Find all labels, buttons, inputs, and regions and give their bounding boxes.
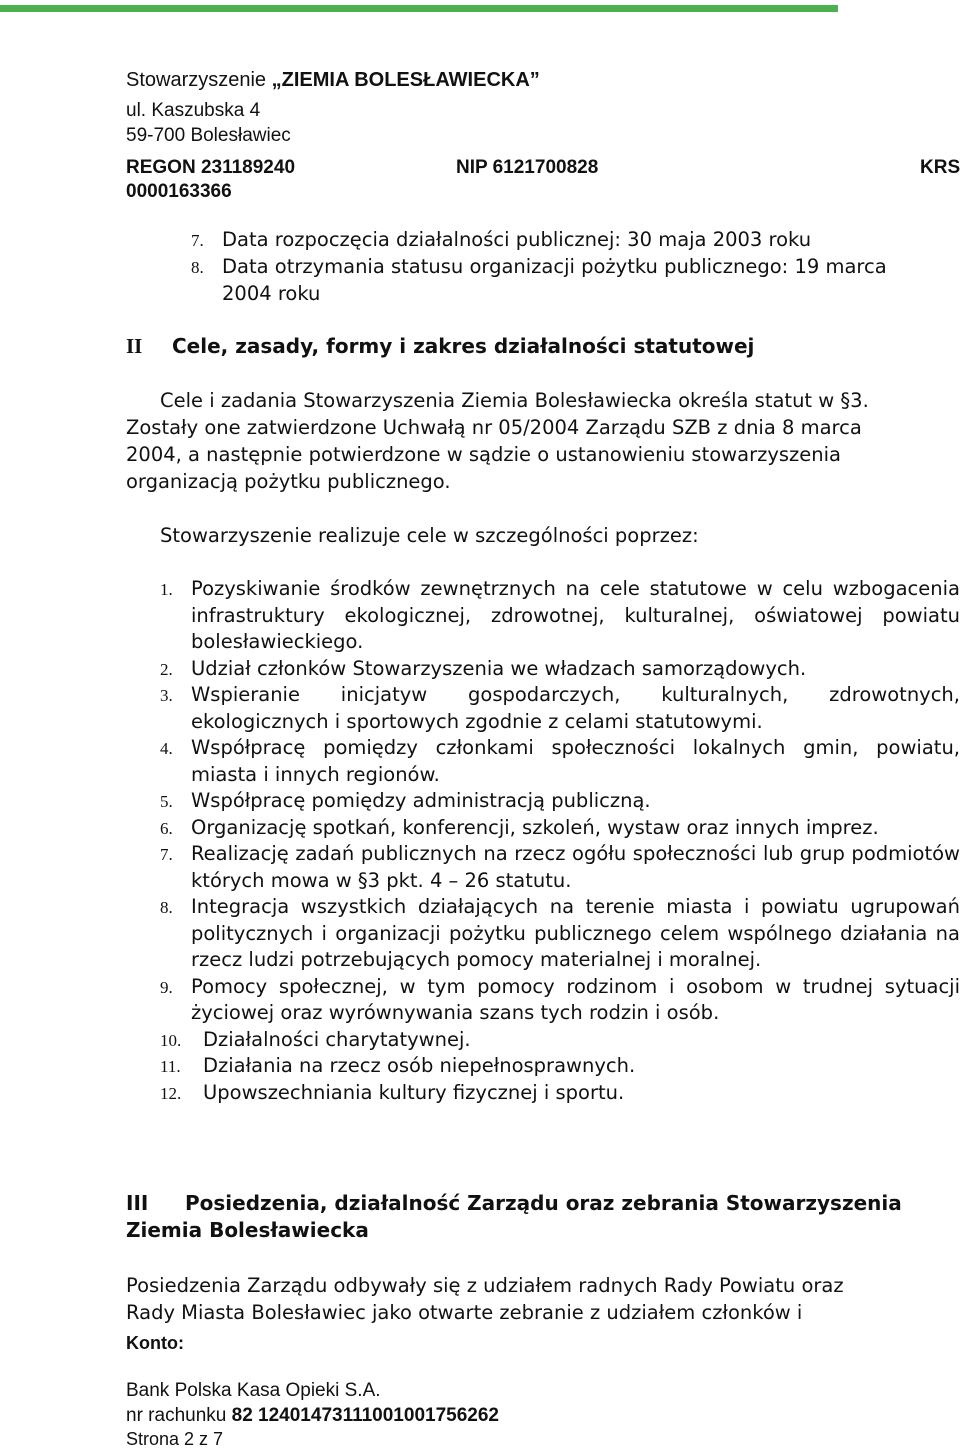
- account-number: 82 12401473111001001756262: [231, 1405, 499, 1426]
- konto-label: Konto:: [126, 1333, 184, 1353]
- list-item-number: 11.: [160, 1057, 181, 1076]
- list-item: [160, 576, 960, 656]
- list-item-number: 3.: [160, 686, 173, 705]
- org-name-line: [126, 68, 540, 92]
- paragraph-line: 2004, a następnie potwierdzone w sądzie o ustanowieniu stowarzyszenia: [126, 443, 841, 466]
- nip: NIP 6121700828: [456, 157, 599, 178]
- list-item-text: Pozyskiwanie środków zewnętrznych na cele statutowe w celu wzbogacenia infrastruktury ekologicznej, zdrowotnej, kulturalnej, oświatowej powiatu bolesławieckiego.: [191, 577, 960, 653]
- paragraph-line: Rady Miasta Bolesławiec jako otwarte zebranie z udziałem członków i: [126, 1301, 803, 1324]
- list-item-number: 6.: [160, 818, 173, 838]
- list-item: [160, 815, 960, 842]
- list-item-text: Współpracę pomiędzy administracją publiczną.: [191, 789, 651, 812]
- intro-item-number: 8.: [191, 258, 204, 277]
- list-item: [160, 1080, 960, 1107]
- bank-name: Bank Polska Kasa Opieki S.A.: [126, 1380, 381, 1401]
- paragraph-line: organizacją pożytku publicznego.: [126, 470, 451, 493]
- paragraph-line: Zostały one zatwierdzone Uchwałą nr 05/2004 Zarządu SZB z dnia 8 marca: [126, 416, 862, 439]
- list-item-number: 8.: [160, 898, 173, 917]
- goals-list: [160, 576, 960, 1106]
- page-number: Strona 2 z 7: [126, 1429, 224, 1449]
- list-item-text: Udział członków Stowarzyszenia we władzach samorządowych.: [191, 656, 807, 680]
- list-item-number: 7.: [160, 845, 173, 864]
- org-prefix: Stowarzyszenie: [126, 69, 272, 91]
- list-item: [160, 1053, 960, 1080]
- list-item: [160, 656, 960, 683]
- top-accent-bar: [0, 5, 838, 12]
- section-number: III: [126, 1191, 149, 1215]
- list-item: [160, 1027, 960, 1054]
- intro-item-number: 7.: [191, 231, 204, 250]
- list-item-number: 5.: [160, 792, 173, 811]
- list-item: [160, 841, 960, 894]
- list-item-text: Współpracę pomiędzy członkami społeczności lokalnych gmin, powiatu, miasta i innych regionów.: [191, 736, 960, 786]
- krs-label: KRS: [920, 157, 960, 178]
- list-item-text: Pomocy społecznej, w tym pomocy rodzinom i osobom w trudnej sytuacji życiowej oraz wyrównywania szans tych rodzin i osób.: [191, 974, 960, 1024]
- list-lead: Stowarzyszenie realizuje cele w szczególności poprzez:: [160, 524, 699, 547]
- intro-item-text-continued: 2004 roku: [222, 282, 321, 305]
- list-item-text: Realizację zadań publicznych na rzecz ogółu społeczności lub grup podmiotów których mowa w §3 pkt. 4 – 26 statutu.: [191, 842, 960, 892]
- list-item: [160, 735, 960, 788]
- list-item-number: 9.: [160, 977, 173, 997]
- intro-item-text: Data rozpoczęcia działalności publicznej: 30 maja 2003 roku: [222, 228, 812, 251]
- account-line: [126, 1405, 499, 1427]
- city-address: 59-700 Bolesławiec: [126, 125, 291, 146]
- krs-number: 0000163366: [126, 181, 232, 202]
- list-item-text: Działania na rzecz osób niepełnosprawnych.: [203, 1054, 636, 1077]
- list-item: [160, 682, 960, 735]
- list-item-text: Organizację spotkań, konferencji, szkoleń, wystaw oraz innych imprez.: [191, 815, 879, 839]
- list-item-text: Integracja wszystkich działających na terenie miasta i powiatu ugrupowań politycznych i organizacji pożytku publicznego celem wspólnego działania na rzecz ludzi potrzebujących pomocy materialnej i moralnej.: [191, 895, 960, 971]
- section-number: II: [126, 334, 143, 358]
- list-item-text: Działalności charytatywnej.: [203, 1027, 471, 1051]
- list-item-text: Wspieranie inicjatyw gospodarczych, kulturalnych, zdrowotnych, ekologicznych i sportowych zgodnie z celami statutowymi.: [191, 683, 960, 733]
- account-label: nr rachunku: [126, 1405, 232, 1426]
- section-title: Posiedzenia, działalność Zarządu oraz zebrania Stowarzyszenia: [185, 1191, 902, 1215]
- street-address: ul. Kaszubska 4: [126, 100, 261, 121]
- org-name: „ZIEMIA BOLESŁAWIECKA”: [271, 69, 540, 91]
- list-item-text: Upowszechniania kultury fizycznej i sportu.: [203, 1080, 625, 1104]
- paragraph-line: Posiedzenia Zarządu odbywały się z udziałem radnych Rady Powiatu oraz: [126, 1274, 844, 1297]
- list-item: [160, 788, 960, 815]
- regon: REGON 231189240: [126, 157, 296, 178]
- list-item: [160, 974, 960, 1027]
- section-title-continued: Ziemia Bolesławiecka: [126, 1218, 369, 1242]
- intro-item-text: Data otrzymania statusu organizacji pożytku publicznego: 19 marca: [222, 255, 887, 278]
- list-item-number: 12.: [160, 1083, 182, 1103]
- list-item-number: 1.: [160, 580, 173, 599]
- list-item-number: 2.: [160, 659, 173, 679]
- list-item-number: 10.: [160, 1030, 182, 1050]
- list-item: [160, 894, 960, 974]
- section-title: Cele, zasady, formy i zakres działalności statutowej: [172, 334, 755, 358]
- paragraph-line: Cele i zadania Stowarzyszenia Ziemia Bolesławiecka określa statut w §3.: [160, 389, 869, 412]
- list-item-number: 4.: [160, 739, 173, 758]
